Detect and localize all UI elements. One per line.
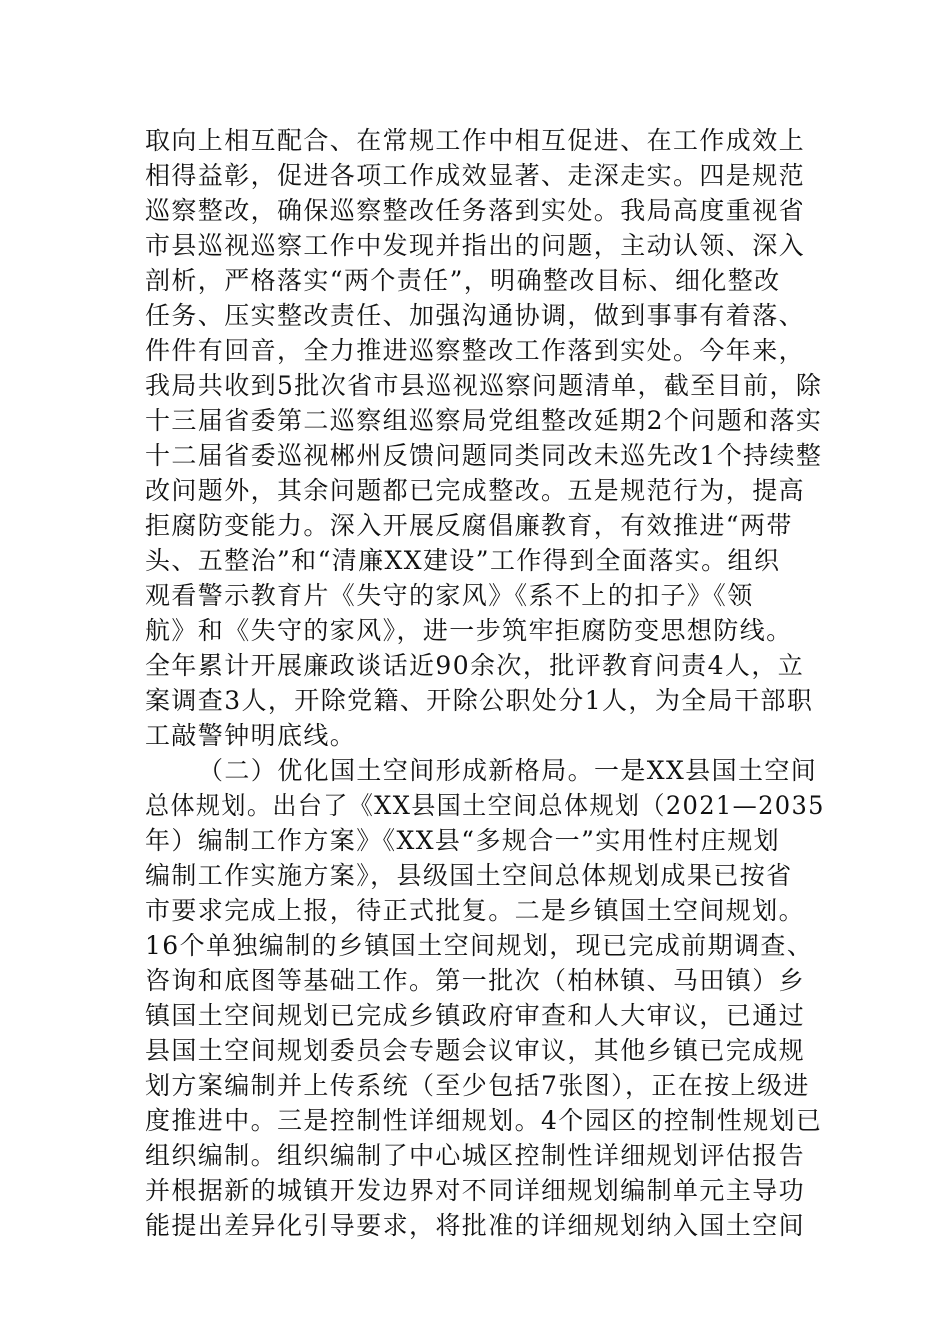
text-line: 镇国土空间规划已完成乡镇政府审查和人大审议，已通过 <box>145 1001 806 1030</box>
text-line: 任务、压实整改责任、加强沟通协调，做到事事有着落、 <box>145 301 806 330</box>
text-line: 航》和《失守的家风》，进一步筑牢拒腐防变思想防线。 <box>145 616 793 645</box>
text-line: 编制工作实施方案》，县级国土空间总体规划成果已按省 <box>145 861 793 890</box>
text-line: 巡察整改，确保巡察整改任务落到实处。我局高度重视省 <box>145 196 806 225</box>
text-line: 度推进中。三是控制性详细规划。4个园区的控制性规划已 <box>145 1106 823 1135</box>
text-line: 年）编制工作方案》《XX县“多规合一”实用性村庄规划 <box>145 826 781 855</box>
text-line: 工敲警钟明底线。 <box>145 721 357 750</box>
text-line: 16个单独编制的乡镇国土空间规划，现已完成前期调查、 <box>145 931 814 960</box>
text-line: 我局共收到5批次省市县巡视巡察问题清单，截至目前，除 <box>145 371 823 400</box>
text-line: 十三届省委第二巡察组巡察局党组整改延期2个问题和落实 <box>145 406 823 435</box>
text-line: 县国土空间规划委员会专题会议审议，其他乡镇已完成规 <box>145 1036 806 1065</box>
text-line: 件件有回音，全力推进巡察整改工作落到实处。今年来， <box>145 336 806 365</box>
text-line: 头、五整治”和“清廉XX建设”工作得到全面落实。组织 <box>145 546 781 575</box>
text-line: 市要求完成上报，待正式批复。二是乡镇国土空间规划。 <box>145 896 806 925</box>
text-line: 咨询和底图等基础工作。第一批次（柏林镇、马田镇）乡 <box>145 966 806 995</box>
text-line: 剖析，严格落实“两个责任”，明确整改目标、细化整改 <box>145 266 781 295</box>
text-line: 取向上相互配合、在常规工作中相互促进、在工作成效上 <box>145 126 806 155</box>
text-line: 案调查3人，开除党籍、开除公职处分1人，为全局干部职 <box>145 686 814 715</box>
text-line: 全年累计开展廉政谈话近90余次，批评教育问责4人，立 <box>145 651 805 680</box>
text-line: 组织编制。组织编制了中心城区控制性详细规划评估报告 <box>145 1141 806 1170</box>
text-line: 并根据新的城镇开发边界对不同详细规划编制单元主导功 <box>145 1176 806 1205</box>
text-line: 划方案编制并上传系统（至少包括7张图），正在按上级进 <box>145 1071 810 1100</box>
text-line: 总体规划。出台了《XX县国土空间总体规划（2021—2035 <box>145 791 825 820</box>
text-line: 改问题外，其余问题都已完成整改。五是规范行为，提高 <box>145 476 806 505</box>
text-line: 相得益彰，促进各项工作成效显著、走深走实。四是规范 <box>145 161 806 190</box>
section-heading-line: （二）优化国土空间形成新格局。一是XX县国土空间 <box>198 756 818 785</box>
text-line: 拒腐防变能力。深入开展反腐倡廉教育，有效推进“两带 <box>145 511 793 540</box>
text-line: 市县巡视巡察工作中发现并指出的问题，主动认领、深入 <box>145 231 806 260</box>
text-line: 十二届省委巡视郴州反馈问题同类同改未巡先改1个持续整 <box>145 441 823 470</box>
text-line: 能提出差异化引导要求，将批准的详细规划纳入国土空间 <box>145 1211 806 1240</box>
text-line: 观看警示教育片《失守的家风》《系不上的扣子》《领 <box>145 581 754 610</box>
